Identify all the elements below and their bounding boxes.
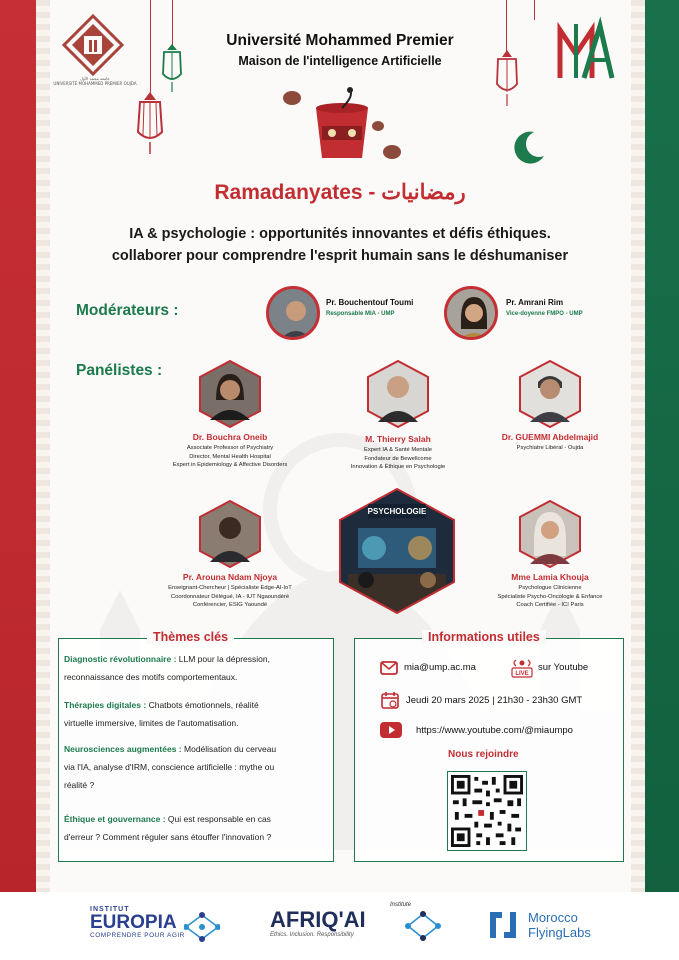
panelist-name: M. Thierry Salah (365, 434, 431, 444)
join-label: Nous rejoindre (448, 749, 519, 760)
youtube-icon (380, 722, 402, 738)
live-text: sur Youtube (538, 662, 589, 673)
morocco-line1: Morocco (528, 910, 578, 925)
afriqai-main: AFRIQ'AI (270, 907, 366, 932)
moderator-name: Pr. Bouchentouf Toumi (326, 298, 414, 307)
panelist-description (470, 444, 630, 453)
live-icon (510, 656, 534, 678)
europia-small: INSTITUT (90, 906, 130, 913)
theme-text: Chatbots émotionnels, réalité (148, 700, 259, 710)
panelist-desc-line: Psychiatre Libéral - Oujda (516, 445, 584, 451)
psychologie-label: PSYCHOLOGIE (367, 507, 427, 516)
panelist-photo (518, 500, 582, 568)
moderator-role: Vice-doyenne FMPO - UMP (506, 311, 583, 317)
morocco-line2: FlyingLabs (528, 925, 591, 940)
network-icon (184, 912, 220, 942)
infos-title: Informations utiles (422, 630, 546, 644)
panelist-name: Dr. GUEMMI Abdelmajid (501, 432, 599, 442)
ump-logo-text-fr: UNIVERSITÉ MOHAMMED PREMIER OUJDA (53, 81, 137, 86)
theme-text: Modélisation du cerveau (184, 744, 277, 754)
panelist-desc-line: Expert in Epidemiology & Affective Disorders (172, 462, 288, 469)
theme-item (64, 650, 324, 686)
afriqai-logo (270, 902, 412, 938)
panelist-photo (198, 360, 262, 428)
left-ornament-strip (36, 0, 50, 892)
panelist-description (470, 584, 630, 610)
theme-text: virtuelle immersive, limites de l'automatisation. (64, 718, 239, 728)
right-ornament-strip (631, 0, 645, 892)
panelist-desc-line: Psychologue Clinicienne (518, 585, 582, 591)
mia-logo (554, 16, 618, 88)
theme-text: reconnaissance des motifs comportementaux. (64, 672, 238, 682)
theme-item (64, 810, 324, 846)
theme-item (64, 696, 324, 732)
event-date: Jeudi 20 mars 2025 | 21h30 - 23h30 GMT (406, 695, 583, 706)
theme-head: Thérapies digitales : (64, 700, 147, 710)
ump-logo-caption (50, 76, 140, 86)
panelist-desc-line: Spécialiste Psycho-Oncologie & Enfance (497, 593, 603, 600)
panelist-name: Pr. Arouna Ndam Njoya (182, 572, 278, 582)
moderateurs-label: Modérateurs : (76, 302, 179, 319)
theme-text: réalité ? (64, 780, 95, 790)
maison-title: Maison de l'intelligence Artificielle (238, 54, 442, 68)
ump-logo-text-ar: جامعة محمد الأول (80, 76, 110, 81)
moderator-name: Pr. Amrani Rim (506, 298, 564, 307)
theme-text: via l'IA, analyse d'IRM, conscience artificielle : mythe ou (64, 762, 275, 772)
right-green-band (645, 0, 679, 892)
panelist-desc-line: Expert IA & Santé Mentale (364, 447, 432, 453)
university-title: Université Mohammed Premier (226, 32, 454, 49)
panelist-desc-line: Enseignant-Chercheur | Spécialiste Edge-AI-IoT (168, 585, 292, 591)
theme-head: Éthique et gouvernance : (64, 814, 166, 824)
panelist-name: Dr. Bouchra Oneib (192, 432, 268, 442)
europia-main: EUROPIA (90, 912, 177, 933)
calendar-icon (380, 690, 400, 710)
theme-item (64, 740, 324, 794)
panelist-description (318, 446, 478, 472)
subtitle-line-1: IA & psychologie : opportunités innovantes et défis éthiques. (129, 226, 551, 242)
crescent-moon-icon (512, 130, 546, 164)
panelist-description (140, 584, 320, 610)
ump-logo (62, 14, 124, 76)
panelist-photo (366, 360, 430, 428)
panelist-desc-line: Conférencier, ESIG Yaoundé (192, 602, 268, 609)
event-subtitle (70, 223, 610, 267)
left-red-band (0, 0, 36, 892)
moderator-role: Responsable MIA - UMP (326, 311, 395, 317)
themes-title: Thèmes clés (147, 630, 234, 644)
panelistes-label: Panélistes : (76, 362, 163, 379)
event-title: Ramadanyates - رمضانيات (214, 181, 466, 204)
europia-tag: COMPRENDRE POUR AGIR (90, 932, 185, 939)
afriqai-small: Institute (390, 902, 412, 908)
fez-illustration (282, 86, 402, 166)
theme-text: LLM pour la dépression, (178, 654, 270, 664)
panelist-name: Mme Lamia Khouja (511, 572, 589, 582)
panelist-photo (518, 360, 582, 428)
youtube-link[interactable]: https://www.youtube.com/@miaumpo (416, 725, 573, 736)
live-badge: LIVE (515, 671, 529, 677)
email-link[interactable]: mia@ump.ac.ma (404, 662, 476, 673)
lantern-icon (134, 92, 166, 154)
theme-text: d'erreur ? Comment réguler sans étouffer l'innovation ? (64, 832, 272, 842)
panelist-desc-line: Fondateur de Bewellcome (364, 455, 432, 462)
panelist-desc-line: Coach Certifiée - ICI Paris (516, 602, 584, 609)
theme-text: Qui est responsable en cas (167, 814, 271, 824)
europia-logo (90, 906, 185, 939)
network-icon (404, 910, 442, 942)
lantern-string (534, 0, 535, 20)
panelist-desc-line: Innovation & Éthique en Psychologie (350, 464, 446, 471)
subtitle-line-2: collaborer pour comprendre l'esprit humain sans le déshumaniser (111, 248, 569, 264)
morocco-flyinglabs-logo (528, 910, 591, 940)
moderator-photo (266, 286, 320, 340)
afriqai-tag: Ethics. Inclusion. Responsibility (270, 932, 354, 938)
panelist-desc-line: Coordonnateur Délégué, IA - IUT Ngaoundéré (170, 593, 290, 600)
panelist-desc-line: Associate Professor of Psychiatry (186, 445, 274, 451)
sponsors-footer (0, 892, 679, 960)
theme-head: Diagnostic révolutionnaire : (64, 654, 177, 664)
flyinglabs-icon (486, 908, 520, 942)
panelist-photo (198, 500, 262, 568)
qr-code[interactable] (447, 771, 527, 851)
mail-icon (380, 660, 398, 676)
panelist-description (150, 444, 310, 470)
moderator-photo (444, 286, 498, 340)
theme-head: Neurosciences augmentées : (64, 744, 182, 754)
panelist-desc-line: Director, Mental Health Hospital (189, 453, 271, 460)
psychologie-illustration (338, 488, 456, 614)
lantern-icon (160, 44, 184, 92)
